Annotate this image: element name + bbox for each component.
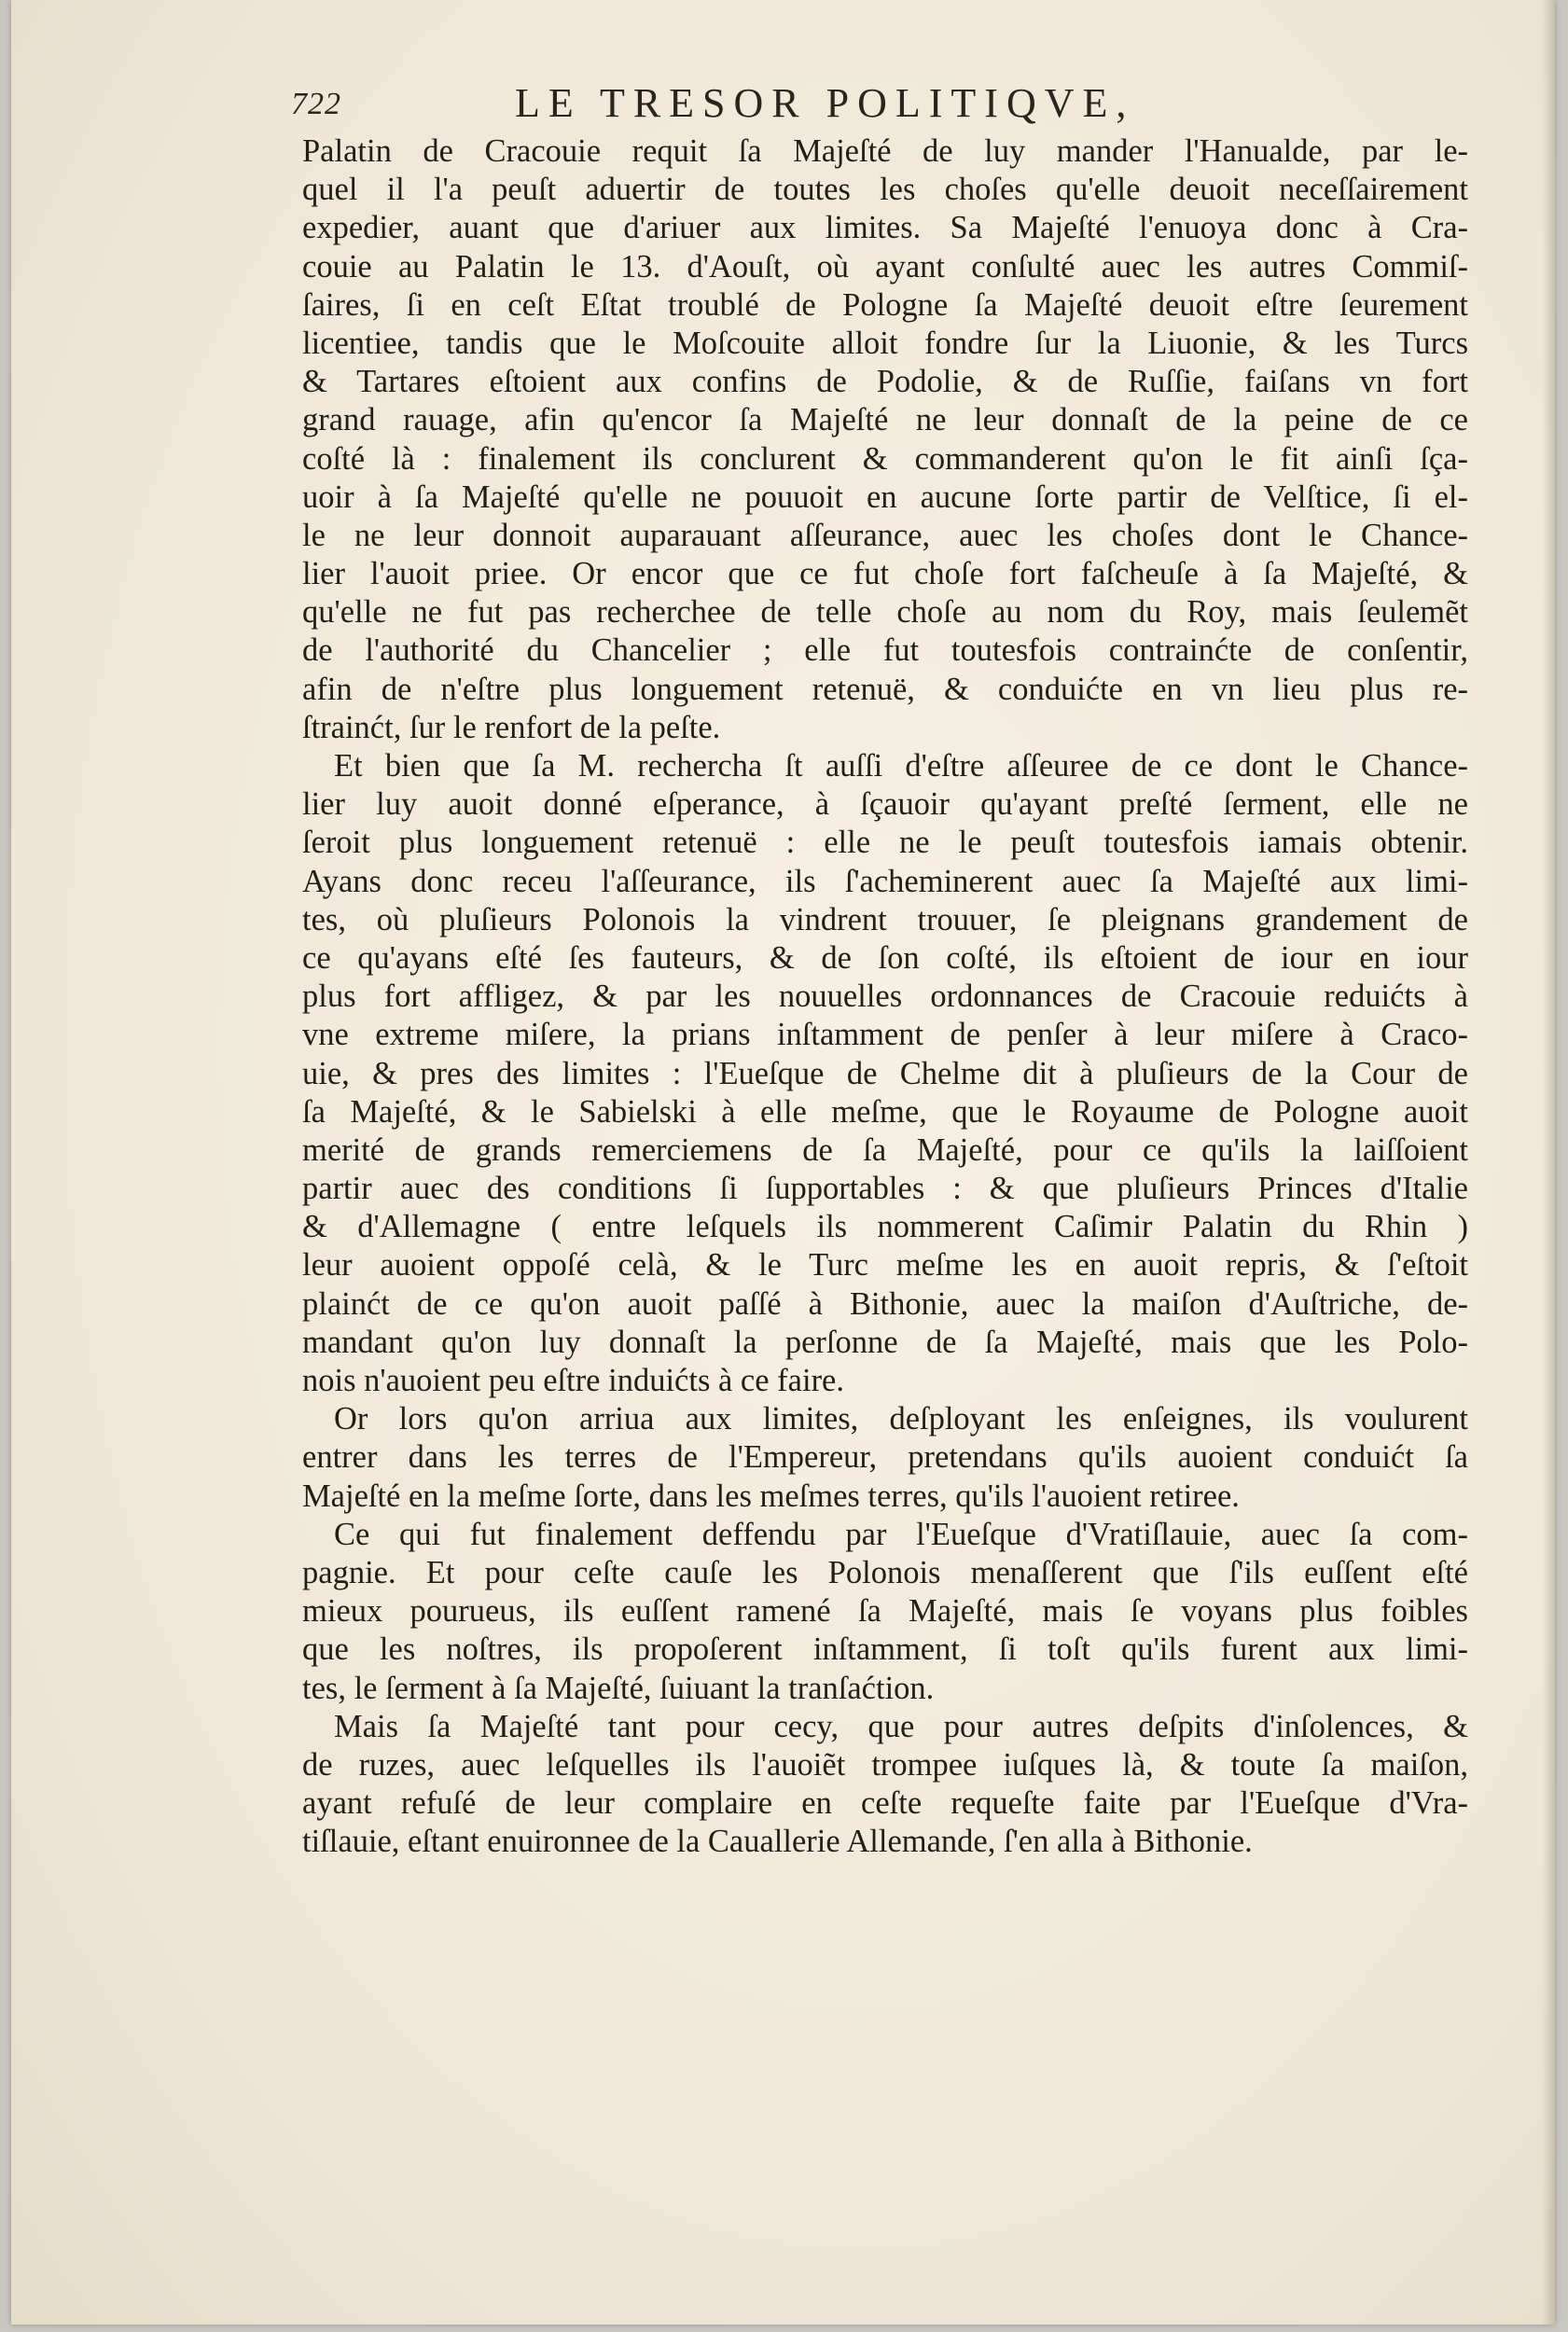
text-line: ſeroit plus longuement retenuë : elle ne le peuſt toutesfois iamais obtenir. xyxy=(302,825,1468,861)
text-line: coſté là : finalement ils conclurent & commanderent qu'on le fit ainſi ſça- xyxy=(302,440,1468,477)
text-line: pagnie. Et pour ceſte cauſe les Polonois menaſſerent que ſ'ils euſſent eſté xyxy=(302,1554,1468,1590)
text-line: tiſlauie, eſtant enuironnee de la Cauallerie Allemande, ſ'en alla à Bithonie. xyxy=(302,1824,1253,1860)
text-line: entrer dans les terres de l'Empereur, pretendans qu'ils auoient conduićt ſa xyxy=(302,1439,1468,1476)
page-header xyxy=(291,79,1261,135)
text-line: licentiee, tandis que le Moſcouite alloit fondre ſur la Liuonie, & les Turcs xyxy=(302,325,1468,361)
page-edge-shadow xyxy=(1542,0,1555,2325)
running-title: LE TRESOR POLITIQVE, xyxy=(515,80,1135,126)
text-line: grand rauage, afin qu'encor ſa Majeſté ne leur donnaſt de la peine de ce xyxy=(302,402,1468,438)
text-line: de ruzes, auec leſquelles ils l'auoiẽt trompee iuſques là, & toute ſa maiſon, xyxy=(302,1746,1468,1783)
text-line: de l'authorité du Chancelier ; elle fut toutesfois contrainćte de conſentir, xyxy=(302,632,1468,669)
text-line: mieux pourueus, ils euſſent ramené ſa Majeſté, mais ſe voyans plus foibles xyxy=(302,1593,1468,1630)
text-line: merité de grands remerciemens de ſa Majeſté, pour ce qu'ils la laiſſoient xyxy=(302,1131,1468,1168)
text-line: uie, & pres des limites : l'Eueſque de Chelme dit à pluſieurs de la Cour de xyxy=(302,1055,1468,1091)
body-text xyxy=(302,132,1468,1861)
text-line: nois n'auoient peu eſtre induićts à ce faire. xyxy=(302,1363,844,1398)
text-line: Majeſté en la meſme ſorte, dans les meſmes terres, qu'ils l'auoient retiree. xyxy=(302,1478,1240,1514)
text-line: uoir à ſa Majeſté qu'elle ne pouuoit en aucune ſorte partir de Velſtice, ſi el- xyxy=(302,479,1468,515)
text-line: leur auoient oppoſé celà, & le Turc meſme les en auoit repris, & ſ'eſtoit xyxy=(302,1247,1468,1284)
text-line: & d'Allemagne ( entre leſquels ils nommerent Caſimir Palatin du Rhin ) xyxy=(302,1209,1468,1245)
text-line: mandant qu'on luy donnaſt la perſonne de ſa Majeſté, mais que les Polo- xyxy=(302,1324,1468,1360)
page-number: 722 xyxy=(291,87,341,121)
text-line: Ce qui fut finalement deffendu par l'Eueſque d'Vratiſlauie, auec ſa com- xyxy=(334,1516,1468,1552)
text-line: Ayans donc receu l'aſſeurance, ils ſ'acheminerent auec ſa Majeſté aux limi- xyxy=(302,863,1468,899)
text-line: lier luy auoit donné eſperance, à ſçauoir qu'ayant preſté ſerment, elle ne xyxy=(302,786,1468,823)
text-line: partir auec des conditions ſi ſupportables : & que pluſieurs Princes d'Italie xyxy=(302,1171,1468,1207)
text-line: ſaires, ſi en ceſt Eſtat troublé de Pologne ſa Majeſté deuoit eſtre ſeurement xyxy=(302,286,1468,323)
text-line: vne extreme miſere, la prians inſtamment de penſer à leur miſere à Craco- xyxy=(302,1017,1468,1053)
text-line: afin de n'eſtre plus longuement retenuë, & conduićte en vn lieu plus re- xyxy=(302,671,1468,707)
text-line: ſtrainćt, ſur le renfort de la peſte. xyxy=(302,709,721,745)
book-page xyxy=(11,0,1555,2325)
text-line: que les noſtres, ils propoſerent inſtamment, ſi toſt qu'ils furent aux limi- xyxy=(302,1631,1468,1668)
text-line: ſa Majeſté, & le Sabielski à elle meſme, que le Royaume de Pologne auoit xyxy=(302,1093,1468,1130)
text-line: & Tartares eſtoient aux confins de Podolie, & de Ruſſie, faiſans vn fort xyxy=(302,364,1468,400)
text-line: qu'elle ne fut pas recherchee de telle choſe au nom du Roy, mais ſeulemẽt xyxy=(302,594,1468,631)
text-line: tes, où pluſieurs Polonois la vindrent trouuer, ſe pleignans grandement de xyxy=(302,901,1468,937)
text-line: quel il l'a peuſt aduertir de toutes les choſes qu'elle deuoit neceſſairement xyxy=(302,172,1468,208)
text-line: tes, le ſerment à ſa Majeſté, ſuiuant la tranſaćtion. xyxy=(302,1670,935,1706)
text-line: Or lors qu'on arriua aux limites, deſployant les enſeignes, ils voulurent xyxy=(334,1401,1468,1437)
text-line: plainćt de ce qu'on auoit paſſé à Bithonie, auec la maiſon d'Auſtriche, de- xyxy=(302,1285,1468,1322)
text-line: lier l'auoit priee. Or encor que ce fut choſe fort faſcheuſe à ſa Majeſté, & xyxy=(302,556,1468,592)
text-line: ayant refuſé de leur complaire en ceſte requeſte faite par l'Eueſque d'Vra- xyxy=(302,1785,1468,1822)
text-line: Mais ſa Majeſté tant pour cecy, que pour autres deſpits d'inſolences, & xyxy=(334,1708,1468,1744)
text-line: expedier, auant que d'ariuer aux limites. Sa Majeſté l'enuoya donc à Cra- xyxy=(302,210,1468,246)
text-line: ce qu'ayans eſté ſes fauteurs, & de ſon coſté, ils eſtoient de iour en iour xyxy=(302,939,1468,976)
text-line: Palatin de Cracouie requit ſa Majeſté de luy mander l'Hanualde, par le- xyxy=(302,133,1468,169)
text-line: couie au Palatin le 13. d'Aouſt, où ayant conſulté auec les autres Commiſ- xyxy=(302,248,1468,285)
text-line: le ne leur donnoit auparauant aſſeurance, auec les choſes dont le Chance- xyxy=(302,517,1468,553)
text-line: plus fort affligez, & par les nouuelles ordonnances de Cracouie reduićts à xyxy=(302,979,1468,1015)
text-line: Et bien que ſa M. rechercha ſt auſſi d'eſtre aſſeuree de ce dont le Chance- xyxy=(334,748,1468,784)
